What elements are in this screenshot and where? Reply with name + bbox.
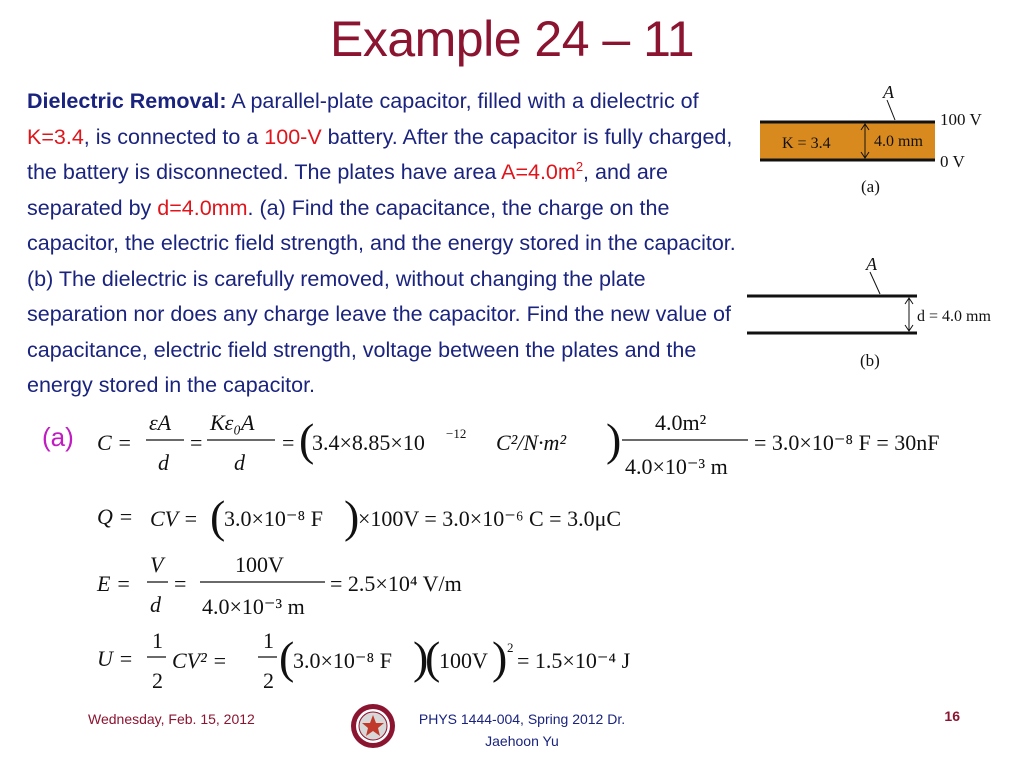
- energy-equation: [97, 628, 631, 693]
- c-eq-mid: 3.4×8.85×10: [312, 430, 425, 455]
- figure-b-caption: (b): [860, 351, 880, 370]
- slide-title: Example 24 – 11: [329, 11, 695, 67]
- e-eq-frac1-num: V: [150, 552, 164, 577]
- e-eq-result: = 2.5×10⁴ V/m: [330, 571, 462, 596]
- c-eq-equals-1: =: [190, 430, 203, 455]
- figure-a-k-label: K = 3.4: [782, 135, 831, 152]
- e-eq-frac1-den: d: [150, 592, 161, 617]
- field-equation: [96, 552, 462, 619]
- problem-text-4: , and are separated by: [27, 160, 668, 220]
- problem-text-5: . (a) Find the capacitance, the charge on the capacitor, the electric field strength, and the energy stored in the capacitor. (b) The dielectric is carefully removed, without changing the plate separation nor does any charge leave the capacitor. Find the new value of capacitance, electric field strength, voltage between the plates and the energy stored in the capacitor.: [27, 195, 736, 397]
- footer-page-number: 16: [944, 708, 960, 724]
- figure-a-area-label: A: [883, 82, 894, 102]
- c-eq-open-paren: (: [299, 414, 315, 465]
- problem-text-3: battery. After the capacitor is fully charged, the battery is disconnected. The plates have area: [27, 124, 733, 184]
- c-eq-frac2-den: d: [234, 450, 245, 475]
- u-eq-square-exp: 2: [507, 640, 514, 655]
- problem-k-value: K=3.4: [27, 124, 84, 149]
- c-eq-equals-2: =: [282, 430, 295, 455]
- u-eq-open-paren-2: (: [425, 632, 441, 683]
- c-eq-close-paren: ): [606, 414, 622, 465]
- u-eq-close-paren-1: ): [413, 632, 429, 683]
- u-eq-result: = 1.5×10⁻⁴ J: [517, 648, 631, 673]
- e-eq-equals: =: [174, 571, 187, 596]
- e-eq-lhs: E =: [97, 571, 131, 596]
- problem-lead: Dielectric Removal:: [27, 89, 227, 113]
- u-eq-frac2-num: 1: [263, 628, 274, 653]
- u-eq-cv2: CV² =: [172, 648, 228, 673]
- q-eq-paren-content: 3.0×10⁻⁸ F: [224, 506, 323, 531]
- q-eq-open-paren: (: [210, 491, 226, 542]
- problem-voltage-value: 100-V: [264, 124, 322, 149]
- problem-area-value: A=4.0m: [501, 160, 576, 184]
- figure-a-caption: (a): [861, 177, 880, 196]
- u-eq-paren-1: 3.0×10⁻⁸ F: [293, 648, 392, 673]
- problem-distance-value: d=4.0mm: [157, 195, 248, 220]
- capacitance-equation: [97, 410, 939, 479]
- c-eq-frac2-num: Kε₀A: [210, 410, 255, 435]
- c-eq-frac3-den: 4.0×10⁻³ m: [625, 454, 728, 479]
- c-eq-mid-exp: −12: [446, 426, 467, 441]
- q-eq-expr: CV =: [150, 506, 199, 531]
- problem-text-1: A parallel-plate capacitor, filled with a dielectric of: [226, 89, 699, 113]
- u-eq-close-paren-2: ): [492, 632, 508, 683]
- footer-date: Wednesday, Feb. 15, 2012: [88, 711, 255, 727]
- charge-equation: [97, 491, 621, 542]
- problem-text-2: , is connected to a: [83, 124, 265, 149]
- u-eq-frac2-den: 2: [263, 668, 274, 693]
- c-eq-result: = 3.0×10⁻⁸ F = 30nF: [754, 430, 940, 455]
- c-eq-frac3-num: 4.0m²: [655, 410, 707, 435]
- u-eq-frac1-den: 2: [152, 668, 163, 693]
- u-eq-open-paren-1: (: [279, 632, 295, 683]
- e-eq-frac2-den: 4.0×10⁻³ m: [202, 594, 305, 619]
- part-a-label: (a): [42, 422, 74, 452]
- problem-area-exponent: 2: [575, 158, 584, 174]
- u-eq-lhs: U =: [97, 646, 134, 671]
- figure-a-bottom-voltage: 0 V: [940, 152, 965, 171]
- c-eq-lhs: C =: [97, 430, 133, 455]
- q-eq-result: ×100V = 3.0×10⁻⁶ C = 3.0μC: [358, 506, 622, 531]
- figure-a-top-voltage: 100 V: [940, 110, 982, 129]
- figure-b-area-label: A: [866, 254, 877, 274]
- q-eq-lhs: Q =: [97, 504, 134, 529]
- u-eq-paren-2: 100V: [439, 648, 488, 673]
- university-seal-icon: [350, 703, 396, 749]
- c-eq-frac1-den: d: [158, 450, 169, 475]
- c-eq-units: C²/N·m²: [496, 430, 567, 455]
- figure-b-gap-label: d = 4.0 mm: [917, 308, 991, 325]
- q-eq-close-paren: ): [344, 491, 360, 542]
- u-eq-frac1-num: 1: [152, 628, 163, 653]
- c-eq-frac1-num: εA: [149, 410, 172, 435]
- figure-a-gap-label: 4.0 mm: [874, 133, 923, 150]
- e-eq-frac2-num: 100V: [235, 552, 284, 577]
- footer-course: PHYS 1444-004, Spring 2012 Dr. Jaehoon Yu: [418, 711, 626, 749]
